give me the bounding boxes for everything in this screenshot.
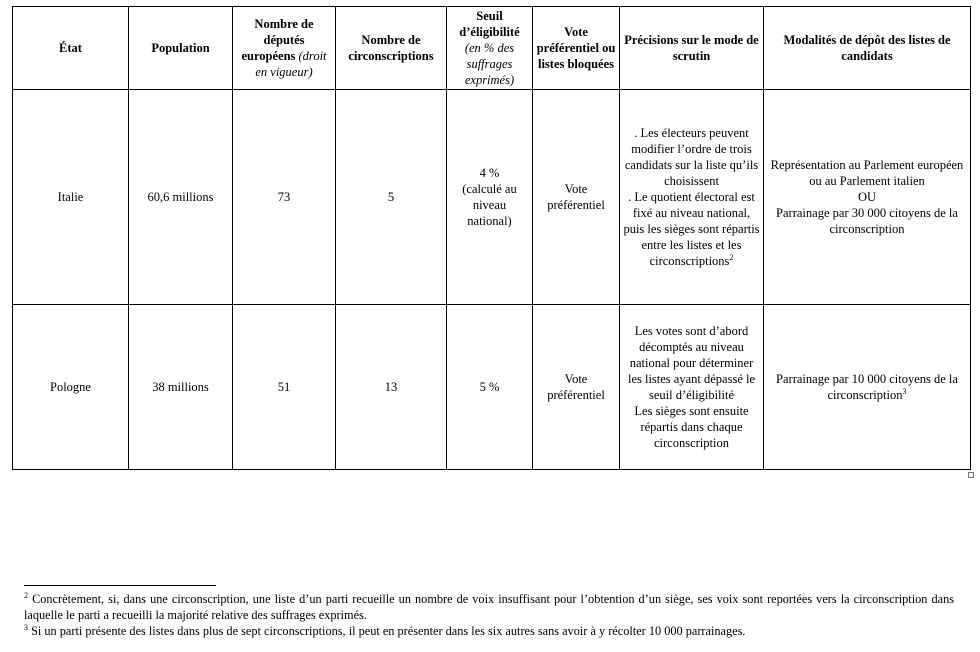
modalite-line: Parrainage par 30 000 citoyens de la circonscription	[776, 206, 958, 236]
header-population: Population	[129, 7, 233, 90]
cell-vote: Vote préférentiel	[533, 305, 620, 470]
footnote-number: 2	[24, 590, 28, 600]
cell-etat: Pologne	[13, 305, 129, 470]
cell-population: 60,6 millions	[129, 90, 233, 305]
cell-seuil-value: 4 %	[479, 166, 500, 180]
modalite-line: OU	[857, 190, 877, 204]
header-seuil	[447, 7, 533, 90]
cell-modalites	[764, 305, 971, 470]
precision-item: . Les électeurs peuvent modifier l’ordre de trois candidats sur la liste qu’ils choisissent	[624, 126, 759, 188]
precision-text: . Le quotient électoral est fixé au niveau national, puis les sièges sont répartis entre les listes et les circonscriptions	[623, 190, 760, 268]
cell-circonscriptions: 13	[336, 305, 447, 470]
table-resize-handle[interactable]	[968, 472, 974, 478]
cell-precisions	[620, 90, 764, 305]
footnote-number: 3	[24, 622, 28, 632]
header-deputes	[233, 7, 336, 90]
precision-item: Les votes sont d’abord décomptés au niveau national pour déterminer les listes ayant dépassé le seuil d’éligibilité	[627, 324, 756, 402]
header-deputes-note: (droit en vigueur)	[255, 49, 327, 79]
electoral-table	[12, 6, 971, 470]
cell-deputes: 51	[233, 305, 336, 470]
cell-seuil: 5 %	[447, 305, 533, 470]
header-row	[13, 7, 971, 90]
footnote-text: Si un parti présente des listes dans plus de sept circonscriptions, il peut en présenter dans les six autres sans avoir à y récolter 10 000 parrainages.	[31, 624, 746, 638]
cell-population: 38 millions	[129, 305, 233, 470]
header-seuil-note: (en % des suffrages exprimés)	[464, 41, 515, 87]
cell-deputes: 73	[233, 90, 336, 305]
cell-seuil-note: (calculé au niveau national)	[462, 182, 517, 228]
header-vote: Vote préférentiel ou listes bloquées	[533, 7, 620, 90]
header-etat: État	[13, 7, 129, 90]
footnote	[24, 591, 954, 623]
cell-circonscriptions: 5	[336, 90, 447, 305]
footnote-ref: 2	[729, 252, 734, 262]
table-row	[13, 305, 971, 470]
footnote-separator	[24, 585, 216, 586]
precision-item	[623, 189, 760, 269]
footnote-text: Concrètement, si, dans une circonscription, une liste d’un parti recueille un nombre de voix insuffisant pour l’obtention d’un siège, ses voix sont reportées vers la circonscription dans laquelle le parti a recueilli la majorité relative des suffrages exprimés.	[24, 592, 954, 622]
modalite-line: Représentation au Parlement européen ou au Parlement italien	[770, 158, 964, 188]
footnote	[24, 623, 954, 639]
header-precisions: Précisions sur le mode de scrutin	[620, 7, 764, 90]
footnote-ref: 3	[902, 386, 907, 396]
precision-item: Les sièges sont ensuite répartis dans chaque circonscription	[634, 404, 749, 450]
table-row	[13, 90, 971, 305]
cell-seuil	[447, 90, 533, 305]
header-deputes-label: Nombre de députés européens	[241, 17, 314, 63]
header-seuil-label: Seuil d’éligibilité	[459, 9, 520, 39]
header-modalites: Modalités de dépôt des listes de candidats	[764, 7, 971, 90]
modalite-text: Parrainage par 10 000 citoyens de la circonscription	[776, 372, 958, 402]
header-circonscriptions: Nombre de circonscriptions	[336, 7, 447, 90]
cell-etat: Italie	[13, 90, 129, 305]
cell-modalites	[764, 90, 971, 305]
cell-vote: Vote préférentiel	[533, 90, 620, 305]
footnotes	[24, 591, 954, 639]
cell-precisions	[620, 305, 764, 470]
